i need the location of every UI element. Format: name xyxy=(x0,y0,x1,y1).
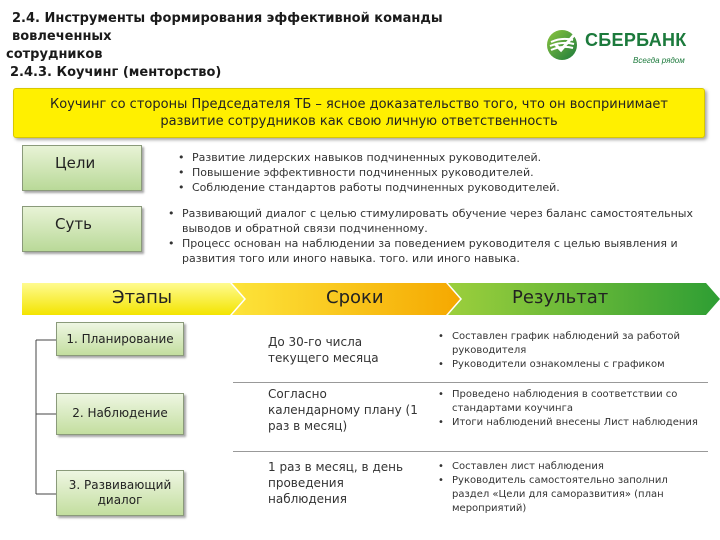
step-label: 2. Наблюдение xyxy=(72,406,168,420)
logo-name: СБЕРБАНК xyxy=(585,30,687,50)
goals-list xyxy=(178,150,708,195)
row-divider xyxy=(233,382,708,383)
terms-header-label: Сроки xyxy=(326,287,384,308)
goals-label: Цели xyxy=(55,154,96,172)
result-header-label: Результат xyxy=(512,287,609,308)
essence-label: Суть xyxy=(55,215,92,233)
step-developing-dialog xyxy=(56,470,184,516)
step-label: 1. Планирование xyxy=(66,332,174,346)
goals-item: • Повышение эффективности подчиненных руководителей. xyxy=(178,165,708,180)
result-item: • Руководители ознакомлены с графиком xyxy=(436,358,708,372)
essence-item: • Развивающий диалог с целью стимулировать обучение через баланс самостоятельных выводов и обратной связи подчиненному. xyxy=(168,206,708,236)
term-text: 1 раз в месяц, в день проведения наблюдения xyxy=(268,460,404,506)
goals-label-box xyxy=(22,145,142,191)
goals-item: • Развитие лидерских навыков подчиненных руководителей. xyxy=(178,150,708,165)
logo-slogan: Всегда рядом xyxy=(633,56,685,65)
step-planning xyxy=(56,322,184,356)
stages-header-label: Этапы xyxy=(112,287,173,308)
slide-title xyxy=(6,10,526,82)
banner-line-1: Коучинг со стороны Председателя ТБ – ясное доказательство того, что он воспринимает xyxy=(49,97,668,112)
result-list xyxy=(436,460,708,516)
title-line-3: 2.4.3. Коучинг (менторство) xyxy=(10,65,222,80)
result-item: • Итоги наблюдений внесены Лист наблюдения xyxy=(436,416,708,430)
result-list xyxy=(436,330,708,372)
coaching-banner xyxy=(13,88,705,138)
result-item: • Составлен лист наблюдения xyxy=(436,460,708,474)
sberbank-logo xyxy=(545,28,705,72)
term-text: Согласно календарному плану (1 раз в месяц) xyxy=(268,387,418,433)
essence-item: • Процесс основан на наблюдении за поведением руководителя с целью выявления и развития того или иного навыка. того. или иного навыка. xyxy=(168,236,708,266)
essence-list xyxy=(168,206,708,266)
result-item: • Руководитель самостоятельно заполнил раздел «Цели для саморазвития» (план мероприятий) xyxy=(436,474,708,516)
title-line-2: сотрудников xyxy=(6,47,103,62)
step-observation xyxy=(56,393,184,435)
term-text: До 30-го числа текущего месяца xyxy=(268,335,379,365)
goals-item: • Соблюдение стандартов работы подчиненных руководителей. xyxy=(178,180,708,195)
banner-line-2: развитие сотрудников как свою личную ответственность xyxy=(160,114,558,129)
essence-label-box xyxy=(22,206,142,252)
result-item: • Составлен график наблюдений за работой руководителя xyxy=(436,330,708,358)
title-line-1: 2.4. Инструменты формирования эффективной команды вовлеченных xyxy=(12,11,443,44)
result-list xyxy=(436,388,708,430)
result-item: • Проведено наблюдения в соответствии со стандартами коучинга xyxy=(436,388,708,416)
sberbank-logo-icon xyxy=(545,28,579,62)
steps-connector xyxy=(34,330,58,500)
step-label: 3. Развивающий диалог xyxy=(68,478,172,507)
row-divider xyxy=(233,451,708,452)
